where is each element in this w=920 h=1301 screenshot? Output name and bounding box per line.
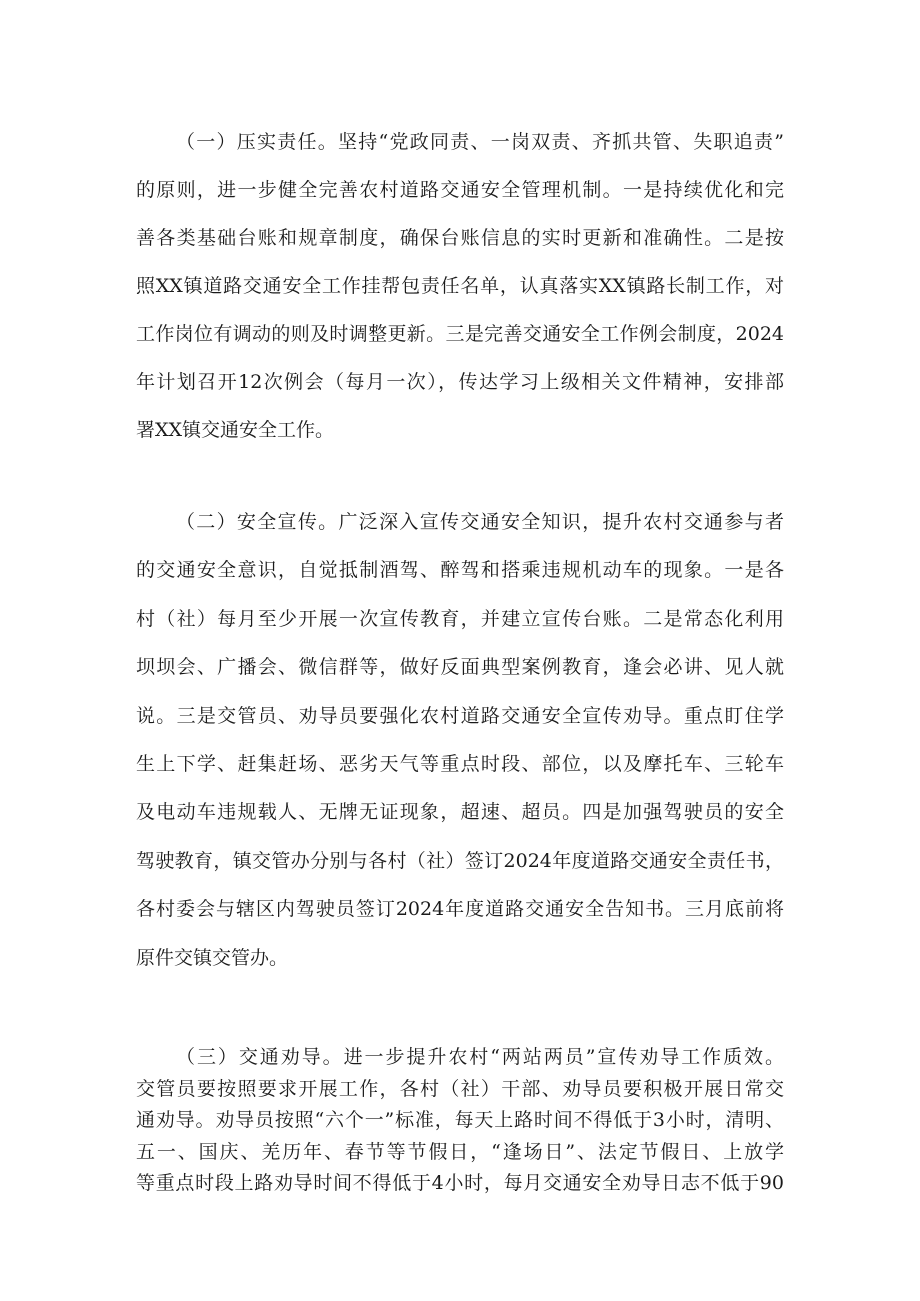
text-line: 各村委会与辖区内驾驶员签订2024年度道路交通安全告知书。三月底前将 [136,898,784,921]
text-line: （三）交通劝导。进一步提升农村“两站两员”宣传劝导工作质效。 [176,1046,784,1068]
text-line: 署XX镇交通安全工作。 [136,419,335,441]
text-line: 五一、国庆、羌历年、春节等节假日，“逢场日”、法定节假日、上放学 [136,1140,784,1163]
text-line: 生上下学、赶集赶场、恶劣天气等重点时段、部位，以及摩托车、三轮车 [136,752,784,775]
text-line: 原件交镇交管办。 [136,946,289,969]
text-line: 及电动车违规载人、无牌无证现象，超速、超员。四是加强驾驶员的安全 [136,801,784,824]
text-line: 的原则，进一步健全完善农村道路交通安全管理机制。一是持续优化和完 [136,179,784,201]
text-line: 驾驶教育，镇交管办分别与各村（社）签订2024年度道路交通安全责任书， [136,849,784,872]
text-line: 年计划召开12次例会（每月一次），传达学习上级相关文件精神，安排部 [136,371,784,393]
text-line: 坝坝会、广播会、微信群等，做好反面典型案例教育，逢会必讲、见人就 [136,656,784,679]
text-line: 等重点时段上路劝导时间不得低于4小时，每月交通安全劝导日志不低于90 [136,1172,784,1194]
paragraph-traffic-persuasion [136,1042,784,1200]
paragraph-responsibility [136,118,784,454]
text-line: 照XX镇道路交通安全工作挂帮包责任名单，认真落实XX镇路长制工作，对 [136,275,784,297]
text-line: 村（社）每月至少开展一次宣传教育，并建立宣传台账。二是常态化利用 [136,607,784,630]
text-line: 说。三是交管员、劝导员要强化农村道路交通安全宣传劝导。重点盯住学 [136,704,784,727]
paragraph-safety-publicity [136,498,784,982]
text-line: 善各类基础台账和规章制度，确保台账信息的实时更新和准确性。二是按 [136,227,784,249]
text-line: 工作岗位有调动的则及时调整更新。三是完善交通安全工作例会制度，2024 [136,323,784,345]
text-line: （二）安全宣传。广泛深入宣传交通安全知识，提升农村交通参与者 [176,511,784,533]
text-line: （一）压实责任。坚持“党政同责、一岗双责、齐抓共管、失职追责” [176,131,784,153]
text-line: 交管员要按照要求开展工作，各村（社）干部、劝导员要积极开展日常交 [136,1077,784,1100]
text-line: 的交通安全意识，自觉抵制酒驾、醉驾和搭乘违规机动车的现象。一是各 [136,559,784,582]
text-line: 通劝导。劝导员按照“六个一”标准，每天上路时间不得低于3小时，清明、 [136,1109,784,1131]
